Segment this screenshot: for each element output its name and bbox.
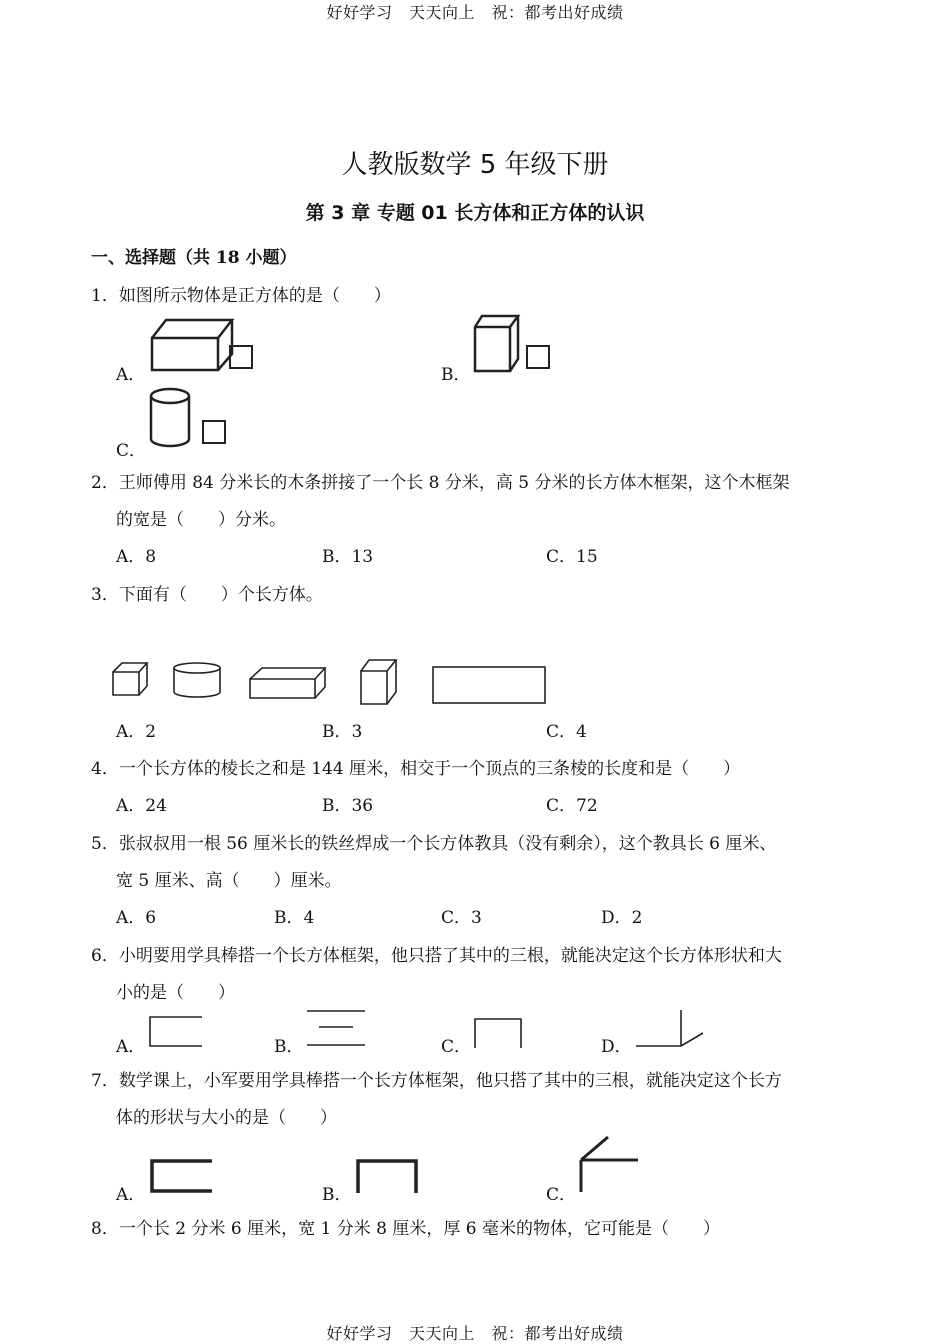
sticks-figure-c [576,1134,642,1196]
question-text-cont: 小的是（ ） [116,983,235,1003]
cuboid-tall-figure [472,313,554,373]
shapes-figure [110,656,550,706]
doc-subtitle: 第 3 章 专题 01 长方体和正方体的认识 [305,202,645,224]
question-text: 数学课上，小军要用学具棒搭一个长方体框架，他只搭了其中的三根，就能决定这个长方 [118,1071,782,1091]
question-text-cont: 宽 5 厘米、高（ ）厘米。 [116,871,342,891]
cube-figure [148,316,256,372]
question-text: 王师傅用 84 分米长的木条拼接了一个长 8 分米，高 5 分米的长方体木框架，这个木框架 [118,473,790,493]
option-b[interactable]: B． [322,1185,352,1205]
option-c[interactable]: C．15 [546,547,598,567]
question-text: 如图所示物体是正方体的是（ ） [118,286,391,306]
option-b[interactable]: B．3 [322,722,363,742]
sticks-figure-b [305,1008,367,1048]
question-number: 4． [91,759,119,779]
question-text: 下面有（ ）个长方体。 [118,585,323,605]
question-number: 5． [91,834,119,854]
page-header: 好好学习 天天向上 祝：都考出好成绩 [326,3,624,22]
sticks-figure-b [354,1157,420,1195]
question-text: 一个长 2 分米 6 厘米，宽 1 分米 8 厘米，厚 6 毫米的物体，它可能是（ ） [118,1219,720,1239]
question-text: 一个长方体的棱长之和是 144 厘米，相交于一个顶点的三条棱的长度和是（ ） [118,759,741,779]
question-text: 张叔叔用一根 56 厘米长的铁丝焊成一个长方体教具（没有剩余），这个教具长 6 厘米、 [118,834,777,854]
cylinder-figure [148,387,230,451]
option-a[interactable]: A． [116,365,146,385]
question-number: 2． [91,473,119,493]
option-a[interactable]: A．2 [116,722,157,742]
option-b[interactable]: B． [274,1037,304,1057]
option-a[interactable]: A． [116,1037,146,1057]
question-text-cont: 体的形状与大小的是（ ） [116,1108,337,1128]
sticks-figure-a [147,1014,205,1050]
option-c[interactable]: C．72 [546,796,598,816]
option-a[interactable]: A．8 [116,547,157,567]
option-a[interactable]: A．6 [116,908,157,928]
section-heading: 一、选择题（共 18 小题） [91,248,297,268]
question-number: 8． [91,1219,119,1239]
sticks-figure-a [148,1157,216,1195]
question-number: 1． [91,286,119,306]
page-footer: 好好学习 天天向上 祝：都考出好成绩 [326,1324,624,1343]
question-text-cont: 的宽是（ ）分米。 [116,510,286,530]
question-number: 7． [91,1071,119,1091]
sticks-figure-c [472,1016,526,1050]
option-b[interactable]: B． [441,365,471,385]
option-b[interactable]: B．13 [322,547,374,567]
question-number: 6． [91,946,119,966]
option-d[interactable]: D．2 [601,908,643,928]
option-a[interactable]: A． [116,1185,146,1205]
option-a[interactable]: A．24 [116,796,167,816]
question-text: 小明要用学具棒搭一个长方体框架，他只搭了其中的三根，就能决定这个长方体形状和大 [118,946,782,966]
sticks-figure-d [634,1008,706,1050]
doc-title: 人教版数学 5 年级下册 [341,150,609,180]
option-d[interactable]: D． [601,1037,632,1057]
question-number: 3． [91,585,119,605]
option-c[interactable]: C．3 [441,908,482,928]
option-c[interactable]: C． [441,1037,472,1057]
option-c[interactable]: C． [116,441,147,461]
option-b[interactable]: B．36 [322,796,374,816]
option-c[interactable]: C．4 [546,722,587,742]
option-b[interactable]: B．4 [274,908,315,928]
option-c[interactable]: C． [546,1185,577,1205]
